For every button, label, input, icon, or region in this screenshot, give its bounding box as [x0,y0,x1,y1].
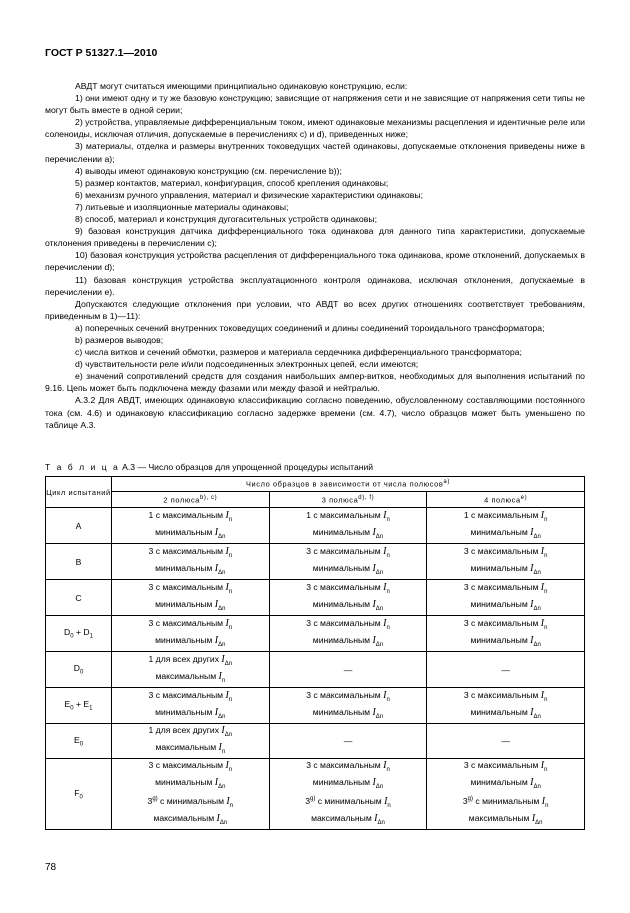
cell-line: 3 с максимальным $I_n$ [148,545,233,559]
cycle-cell: $D_0$ [46,652,112,688]
sample-count-cell [269,724,427,759]
table-row [46,508,585,544]
sample-count-cell [269,759,427,830]
table-caption-text: А.3 — Число образцов для упрощенной процедуры испытаний [119,462,374,472]
sample-count-cell [427,724,585,759]
cell-line: 1 с максимальным $I_n$ [463,509,548,523]
current-symbol: $I_{\Delta n}$ [530,634,541,648]
current-symbol: $I_{\Delta n}$ [530,598,541,612]
current-symbol: $I_n$ [383,760,390,773]
paragraph: а) поперечных сечений внутренних токоведущих соединений и длины соединений тороидального трансформатора; [75,322,545,333]
cell-line: — [343,736,353,746]
current-symbol: $I_n$ [383,545,390,559]
current-symbol: $I_{\Delta n}$ [216,812,228,826]
table-row [46,688,585,724]
cell-line: 3 с максимальным $I_n$ [148,689,233,703]
cell-line: минимальным $I_{\Delta n}$ [312,526,384,540]
sample-count-cell [427,652,585,688]
col-4-poles-header: 4 полюса$^{е)}$ [427,491,585,507]
sample-count-cell [112,580,270,616]
cycle-cell: В [46,544,112,580]
sample-count-cell [269,688,427,724]
paragraph: 4) выводы имеют одинаковую конструкцию (см. перечисление b)); [75,165,342,176]
current-symbol: $I_n$ [540,760,548,773]
paragraph: 1) они имеют одну и ту же базовую конструкцию; зависящие от напряжения сети и не зависящие от напряжения сети типы не могут быть вместе в одной серии; [45,93,585,116]
paragraph: 3) материалы, отделка и размеры внутренних токоведущих частей одинаковы, допускаемые отклонения приведены ниже в перечислении а); [45,141,585,164]
current-symbol: $I_{\Delta n}$ [530,706,541,720]
cell-line: минимальным $I_{\Delta n}$ [312,634,384,648]
sample-count-cell [112,508,270,544]
current-symbol: $I_n$ [540,617,548,631]
cell-line: 3$^{g)}$ с минимальным $I_n$ [305,795,391,809]
sample-count-cell [427,580,585,616]
current-symbol: $I_n$ [225,617,233,631]
cell-line: минимальным $I_{\Delta n}$ [312,706,384,720]
current-symbol: $I_{\Delta n}$ [374,812,385,826]
paragraph: АВДТ могут считаться имеющими принципиально одинаковую конструкцию, если: [75,81,408,91]
current-symbol: $I_{\Delta n}$ [531,812,543,826]
paragraph: b) размеров выводов; [75,334,164,345]
current-symbol: $I_{\Delta n}$ [372,634,384,648]
current-symbol: $I_n$ [383,581,390,595]
sample-count-cell [112,544,270,580]
current-symbol: $I_n$ [383,617,390,631]
current-symbol: $I_{\Delta n}$ [530,526,541,540]
cycle-cell: А [46,508,112,544]
cell-line: минимальным $I_{\Delta n}$ [155,598,226,612]
table-row [46,759,585,830]
cell-line: 3 с максимальным $I_n$ [463,689,548,703]
table-body [46,508,585,830]
paragraph: с) числа витков и сечений обмотки, размеров и материала сердечника дифференциального трансформатора; [75,347,522,358]
current-symbol: $I_n$ [540,509,548,523]
cell-line: максимальным $I_{\Delta n}$ [468,812,543,826]
sample-count-cell [427,508,585,544]
paragraph: 9) базовая конструкция датчика дифференциального тока одинакова для данного типа характеристики, допускаемые отклонения приведены в перечислении с); [45,226,585,249]
table-caption-prefix: Т а б л и ц а [45,462,120,472]
current-symbol: $I_n$ [226,795,234,809]
cell-line: 1 для всех других $I_{\Delta n}$ [148,653,233,667]
body-text [45,80,585,431]
cell-line: минимальным $I_{\Delta n}$ [155,526,226,540]
current-symbol: $I_n$ [225,689,233,703]
cell-line: — [501,664,510,675]
current-symbol: $I_{\Delta n}$ [372,706,384,720]
cell-line: — [343,664,353,675]
paragraph: е) значений сопротивлений средств для создания наибольших ампер-витков, необходимых для выполнения испытаний по 9.16. Цепь может быть подключена между фазами или между фазой и нейтралью. [45,371,585,394]
cell-line: минимальным $I_{\Delta n}$ [470,777,541,790]
cell-line: 3 с максимальным $I_n$ [306,545,390,559]
cell-line: 3 с максимальным $I_n$ [306,581,390,595]
table-row [46,724,585,759]
col-cycle-header: Цикл испытаний [46,477,112,508]
col-group-header-sup: а) [443,479,450,486]
cell-line: 3 с максимальным $I_n$ [463,760,548,773]
current-symbol: $I_{\Delta n}$ [214,526,226,540]
cell-line: минимальным $I_{\Delta n}$ [470,526,541,540]
col-group-header-text: Число образцов в зависимости от числа полюсов [246,479,444,489]
cycle-cell: $E_0$ [46,724,112,759]
cell-line: 3$^{g)}$ с минимальным $I_n$ [147,795,234,809]
cell-line: минимальным $I_{\Delta n}$ [155,777,226,790]
current-symbol: $I_{\Delta n}$ [214,777,226,790]
cell-line: максимальным $I_n$ [155,742,226,755]
cycle-cell: С [46,580,112,616]
current-symbol: $I_n$ [383,509,390,523]
current-symbol: $I_{\Delta n}$ [221,653,233,667]
cell-line: 1 для всех других $I_{\Delta n}$ [148,725,233,738]
col-3-poles-header: 3 полюса$^{d), f)}$ [269,491,427,507]
paragraph: 7) литьевые и изоляционные материалы одинаковы; [75,201,289,212]
sample-count-cell [269,544,427,580]
cell-line: 3 с максимальным $I_n$ [463,617,548,631]
current-symbol: $I_{\Delta n}$ [530,777,541,790]
paragraph: 10) базовая конструкция устройства расцепления от дифференциального тока одинакова, кроме отклонений, допускаемых в перечислении d); [45,250,585,273]
current-symbol: $I_{\Delta n}$ [372,526,384,540]
current-symbol: $I_{\Delta n}$ [221,725,233,738]
cell-line: максимальным $I_n$ [155,670,226,684]
cell-line: 3 с максимальным $I_n$ [148,760,233,773]
current-symbol: $I_n$ [225,545,233,559]
cell-line: 3$^{g)}$ с минимальным $I_n$ [462,795,549,809]
cell-line: минимальным $I_{\Delta n}$ [312,777,384,790]
current-symbol: $I_{\Delta n}$ [372,562,384,576]
sample-count-cell [269,616,427,652]
current-symbol: $I_{\Delta n}$ [530,562,541,576]
table-row [46,652,585,688]
cell-line: минимальным $I_{\Delta n}$ [470,598,541,612]
current-symbol: $I_{\Delta n}$ [214,634,226,648]
current-symbol: $I_n$ [225,760,233,773]
paragraph: d) чувствительности реле и/или подсоединенных электронных цепей, если имеются; [75,359,419,370]
sample-count-cell [427,759,585,830]
sample-count-cell [112,652,270,688]
cell-line: минимальным $I_{\Delta n}$ [312,598,384,612]
table-row [46,580,585,616]
cell-line: 3 с максимальным $I_n$ [148,617,233,631]
paragraph: 2) устройства, управляемые дифференциальным током, имеют одинаковые механизмы расцепления и идентичные реле или соленоиды, исключая отличия, допускаемые в перечислениях с) и d), приведенных ниже; [45,117,585,140]
current-symbol: $I_n$ [540,689,548,703]
cell-line: 3 с максимальным $I_n$ [148,581,233,595]
current-symbol: $I_{\Delta n}$ [372,598,384,612]
sample-count-cell [269,508,427,544]
cell-line: максимальным $I_{\Delta n}$ [153,812,228,826]
cycle-cell: $F_0$ [46,759,112,830]
paragraph: 8) способ, материал и конструкция дугогасительных устройств одинаковы; [75,214,378,225]
current-symbol: $I_{\Delta n}$ [214,598,226,612]
cell-line: минимальным $I_{\Delta n}$ [470,634,541,648]
cell-line: минимальным $I_{\Delta n}$ [470,706,541,720]
paragraph: 6) механизм ручного управления, материал и физические характеристики одинаковы; [75,189,424,200]
current-symbol: $I_n$ [541,795,549,809]
sample-count-cell [427,688,585,724]
samples-table [45,476,585,830]
cell-line: минимальным $I_{\Delta n}$ [155,706,226,720]
table-row [46,544,585,580]
current-symbol: $I_n$ [218,670,226,684]
cell-line: 3 с максимальным $I_n$ [306,617,390,631]
paragraph: 11) базовая конструкция устройства эксплуатационного контроля одинакова, исключая отклонения, допускаемые в перечислении е). [45,274,585,297]
paragraph: А.3.2 Для АВДТ, имеющих одинаковую классификацию согласно поведению, обусловленному составляющими постоянного тока (см. 4.6) и одинаковую классификацию согласно задержке времени (см. 4.7), число образцов может быть уменьшено по таблице А.3. [45,395,585,430]
paragraph: Допускаются следующие отклонения при условии, что АВДТ во всех других отношениях соответствует требованиям, приведенным в 1)—11): [45,298,585,321]
cell-line: максимальным $I_{\Delta n}$ [311,812,385,826]
current-symbol: $I_n$ [384,795,391,809]
sample-count-cell [112,724,270,759]
sample-count-cell [112,688,270,724]
cell-line: 3 с максимальным $I_n$ [463,545,548,559]
current-symbol: $I_n$ [225,509,233,523]
table-row [46,616,585,652]
sample-count-cell [269,652,427,688]
sample-count-cell [427,544,585,580]
cell-line: 1 с максимальным $I_n$ [306,509,390,523]
cell-line: минимальным $I_{\Delta n}$ [155,634,226,648]
cycle-cell: $E_0 + E_1$ [46,688,112,724]
cell-line: 3 с максимальным $I_n$ [463,581,548,595]
cell-line: минимальным $I_{\Delta n}$ [155,562,226,576]
paragraph: 5) размер контактов, материал, конфигурация, способ крепления одинаковы; [75,177,389,188]
current-symbol: $I_{\Delta n}$ [214,706,226,720]
document-header: ГОСТ Р 51327.1—2010 [45,47,158,59]
col-group-header [112,477,585,492]
current-symbol: $I_n$ [383,689,390,703]
sample-count-cell [427,616,585,652]
current-symbol: $I_n$ [225,581,233,595]
cell-line: минимальным $I_{\Delta n}$ [470,562,541,576]
cell-line: — [501,736,510,746]
cell-line: минимальным $I_{\Delta n}$ [312,562,384,576]
current-symbol: $I_n$ [218,742,226,755]
current-symbol: $I_{\Delta n}$ [214,562,226,576]
cell-line: 3 с максимальным $I_n$ [306,689,390,703]
current-symbol: $I_n$ [540,545,548,559]
sample-count-cell [269,580,427,616]
cell-line: 1 с максимальным $I_n$ [148,509,233,523]
current-symbol: $I_{\Delta n}$ [372,777,384,790]
page-number: 78 [45,862,57,873]
current-symbol: $I_n$ [540,581,548,595]
cell-line: 3 с максимальным $I_n$ [306,760,390,773]
sample-count-cell [112,759,270,830]
table-caption [45,462,585,472]
col-2-poles-header: 2 полюса$^{b), с)}$ [112,491,270,507]
cycle-cell: $D_0 + D_1$ [46,616,112,652]
sample-count-cell [112,616,270,652]
